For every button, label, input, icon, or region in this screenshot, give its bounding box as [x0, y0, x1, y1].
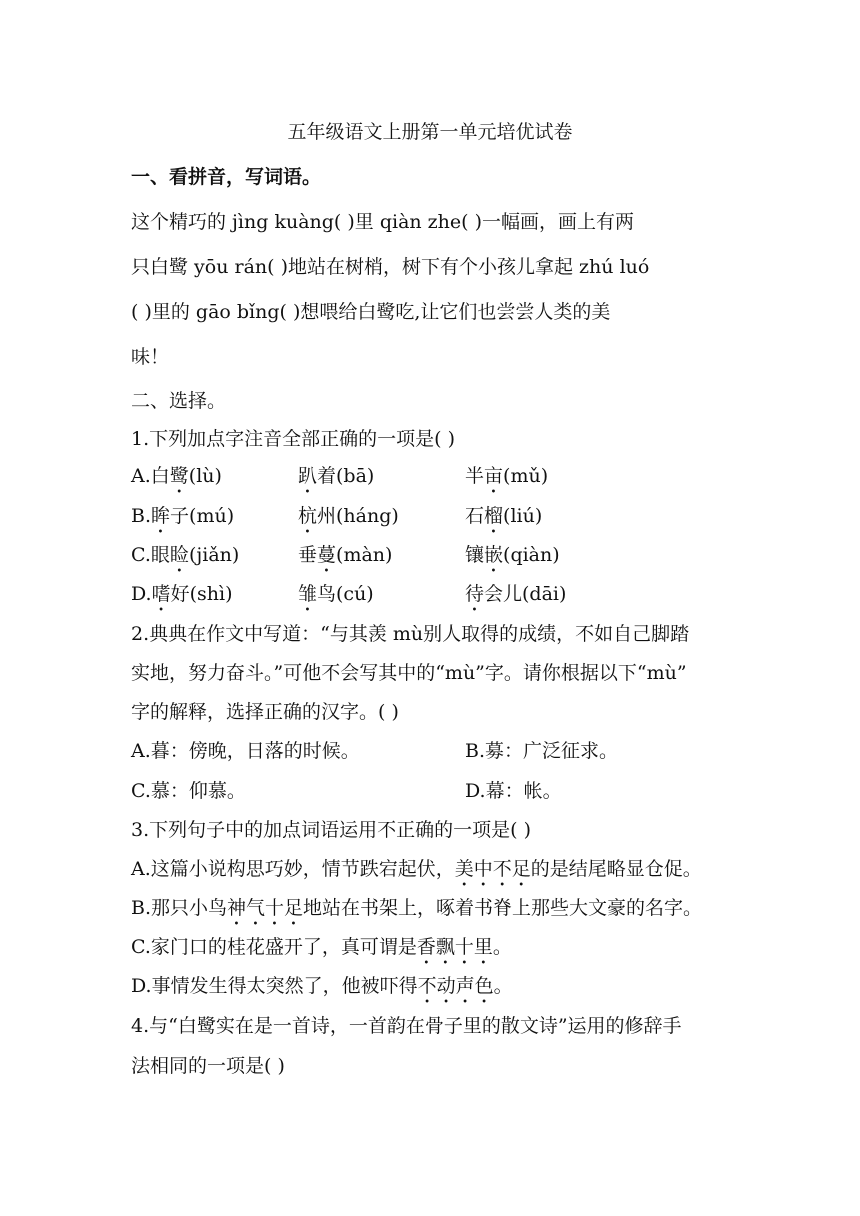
q1-option-c-item-3 — [465, 540, 560, 577]
q1-option-d-item-3 — [465, 579, 566, 616]
q3-option-b — [131, 893, 702, 930]
item-text: 垂 — [298, 544, 318, 566]
q2-line-1: 2.典典在作文中写道：“与其羡 mù别人取得的成绩，不如自己脚踏 — [131, 623, 690, 645]
q1-option-b-item-3 — [465, 501, 542, 538]
item-pinyin: (lù) — [188, 465, 222, 487]
item-pinyin: 好(shì) — [170, 583, 233, 605]
item-pinyin: (mǔ) — [503, 465, 549, 487]
section1-line-1: 这个精巧的 jìng kuàng( )里 qiàn zhe( )一幅画，画上有两 — [131, 211, 635, 233]
q3-option-c — [131, 932, 512, 969]
section1-line-3: ( )里的 gāo bǐng( )想喂给白鹭吃,让它们也尝尝人类的美 — [131, 301, 611, 323]
item-text: 镶 — [465, 544, 485, 566]
q1-option-a-item-2 — [298, 461, 374, 498]
dotted-char: 亩 — [484, 465, 504, 487]
q2-line-2: 实地，努力奋斗。”可他不会写其中的“mù”字。请你根据以下“mù” — [131, 662, 687, 684]
q3-option-a — [131, 854, 702, 891]
dotted-char: 待 — [465, 583, 485, 605]
dotted-char: 蔓 — [317, 544, 337, 566]
option-text: 。 — [492, 936, 512, 958]
page-title: 五年级语文上册第一单元培优试卷 — [287, 121, 573, 143]
q4-line-2: 法相同的一项是( ) — [131, 1055, 285, 1077]
q1-option-a-item-1 — [131, 461, 222, 498]
option-label: D. — [131, 583, 152, 605]
dotted-char: 雏 — [298, 583, 318, 605]
option-label: C. — [131, 544, 151, 566]
item-text: 白 — [150, 465, 170, 487]
dotted-char: 榴 — [484, 505, 504, 527]
q1-option-b-item-1 — [131, 501, 234, 538]
item-text: 半 — [465, 465, 485, 487]
q2-option-c: C.慕：仰慕。 — [131, 780, 246, 802]
dotted-phrase: 不动声色 — [417, 975, 494, 997]
item-pinyin: (liú) — [503, 505, 543, 527]
dotted-char: 睑 — [169, 544, 189, 566]
item-pinyin: 鸟(cú) — [317, 583, 374, 605]
q3-option-d — [131, 971, 513, 1008]
section2-heading: 二、选择。 — [131, 390, 227, 412]
q1-option-d-item-1 — [131, 579, 233, 616]
dotted-char: 嗜 — [151, 583, 171, 605]
q1-option-d-item-2 — [298, 579, 374, 616]
item-text: 石 — [465, 505, 485, 527]
option-text: 。 — [493, 975, 513, 997]
q1-option-c-item-2 — [298, 540, 392, 577]
option-text: B.那只小鸟 — [131, 897, 228, 919]
section1-heading: 一、看拼音，写词语。 — [131, 166, 322, 188]
option-text: 的是结尾略显仓促。 — [530, 858, 702, 880]
dotted-phrase: 香飘十里 — [416, 936, 493, 958]
q2-line-3: 字的解释，选择正确的汉字。( ) — [131, 701, 399, 723]
option-label: A. — [131, 465, 151, 487]
section1-line-2: 只白鹭 yōu rán( )地站在树梢，树下有个小孩儿拿起 zhú luó — [131, 256, 650, 278]
item-pinyin: 州(háng) — [317, 505, 399, 527]
item-pinyin: (qiàn) — [503, 544, 560, 566]
option-label: B. — [131, 505, 152, 527]
q2-option-a: A.暮：傍晚，日落的时候。 — [131, 740, 360, 762]
item-pinyin: 会儿(dāi) — [484, 583, 567, 605]
q2-option-d: D.幕：帐。 — [465, 780, 562, 802]
q1-option-b-item-2 — [298, 501, 399, 538]
option-text: C.家门口的桂花盛开了，真可谓是 — [131, 936, 417, 958]
item-pinyin: 着(bā) — [317, 465, 375, 487]
q1-option-c-item-1 — [131, 540, 239, 577]
dotted-char: 杭 — [298, 505, 318, 527]
item-pinyin: 子(mú) — [170, 505, 235, 527]
option-text: D.事情发生得太突然了，他被吓得 — [131, 975, 418, 997]
q3-stem: 3.下列句子中的加点词语运用不正确的一项是( ) — [131, 819, 531, 841]
dotted-phrase: 美中不足 — [454, 858, 531, 880]
q4-line-1: 4.与“白鹭实在是一首诗，一首韵在骨子里的散文诗”运用的修辞手 — [131, 1015, 682, 1037]
dotted-char: 眸 — [151, 505, 171, 527]
dotted-phrase: 神气十足 — [227, 897, 304, 919]
option-text: A.这篇小说构思巧妙，情节跌宕起伏， — [131, 858, 455, 880]
section1-line-4: 味！ — [131, 346, 170, 368]
item-pinyin: (màn) — [336, 544, 393, 566]
dotted-char: 趴 — [298, 465, 318, 487]
item-text: 眼 — [150, 544, 170, 566]
q1-option-a-item-3 — [465, 461, 548, 498]
q1-stem: 1.下列加点字注音全部正确的一项是( ) — [131, 428, 455, 450]
item-pinyin: (jiǎn) — [188, 544, 240, 566]
dotted-char: 嵌 — [484, 544, 504, 566]
q2-option-b: B.募：广泛征求。 — [465, 740, 619, 762]
option-text: 地站在书架上，啄着书脊上那些大文豪的名字。 — [303, 897, 703, 919]
dotted-char: 鹭 — [169, 465, 189, 487]
